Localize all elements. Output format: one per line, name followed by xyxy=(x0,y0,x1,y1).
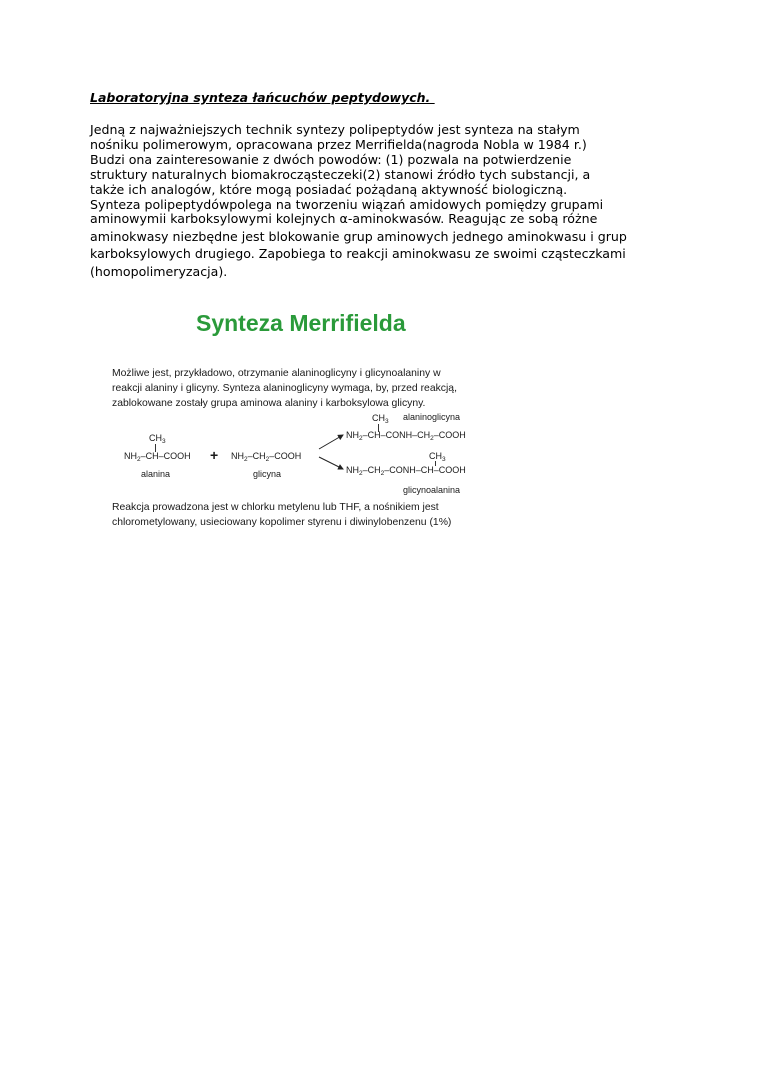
alanine-formula: $NH_2-CH$–COOH xyxy=(124,451,191,463)
paragraph-line: struktury naturalnych biomakrocząsteczeki(2) stanowi źródło tych substancji, a xyxy=(90,167,591,182)
reaction-arrows xyxy=(317,425,347,475)
paragraph-line: (homopolimeryzacja). xyxy=(90,263,228,279)
paragraph-line: nośniku polimerowym, opracowana przez Merrifielda(nagroda Nobla w 1984 r.) xyxy=(90,137,587,152)
figure-intro xyxy=(112,366,492,411)
figure-footer-line: Reakcja prowadzona jest w chlorku metylenu lub THF, a nośnikiem jest xyxy=(112,502,439,513)
product2-name: glicynoalanina xyxy=(403,485,461,495)
product1-name: alaninoglicyna xyxy=(403,412,461,422)
paragraph-part-2 xyxy=(90,210,670,280)
document-title: Laboratoryjna synteza łańcuchów peptydowych. xyxy=(90,90,435,105)
paragraph-line: aminokwasy niezbędne jest blokowanie grup aminowych jednego aminokwasu i grup xyxy=(90,228,627,244)
figure-title: Synteza Merrifielda xyxy=(196,310,406,336)
figure-intro-line: zablokowane zostały grupa aminowa alaniny i karboksylowa glicyny. xyxy=(112,398,426,409)
figure-intro-line: reakcji alaniny i glicyny. Synteza alaninoglicyny wymaga, by, przed reakcją, xyxy=(112,383,457,394)
product1-formula: $NH_2-CH-CONH-CH_2$–COOH xyxy=(346,430,466,442)
paragraph-part-1 xyxy=(90,122,670,212)
arrow-to-alaninoglycine xyxy=(319,435,343,449)
glycine-formula: $NH_2-CH_2$–COOH xyxy=(231,451,302,463)
paragraph-line: także ich analogów, które mogą posiadać pożądaną aktywność biologiczną. xyxy=(90,182,568,197)
paragraph-line: Synteza polipeptydówpolega na tworzeniu wiązań amidowych pomiędzy grupami xyxy=(90,197,604,212)
product1-methyl-group: $CH_3$ xyxy=(372,413,389,425)
paragraph-line: aminowymii karboksylowymi kolejnych α-aminokwasów. Reagując ze sobą różne xyxy=(90,211,598,226)
figure-footer-line: chlorometylowany, usieciowany kopolimer styrenu i diwinylobenzenu (1%) xyxy=(112,517,452,528)
paragraph-line: Budzi ona zainteresowanie z dwóch powodów: (1) pozwala na potwierdzenie xyxy=(90,152,572,167)
product2-methyl-group: $CH_3$ xyxy=(429,451,446,463)
paragraph-line: karboksylowych drugiego. Zapobiega to reakcji aminokwasu ze swoimi cząsteczkami xyxy=(90,246,626,261)
paragraph-line: Jedną z najważniejszych technik syntezy polipeptydów jest synteza na stałym xyxy=(90,122,580,137)
alanine-name: alanina xyxy=(141,469,171,479)
figure-footer xyxy=(112,500,451,530)
merrifield-figure xyxy=(112,305,502,535)
product2-formula: $NH_2-CH_2-CONH-CH$–COOH xyxy=(346,465,466,477)
arrow-to-glycinoalanine xyxy=(319,457,343,469)
alanine-methyl-group: $CH_3$ xyxy=(149,433,166,445)
figure-intro-line: Możliwe jest, przykładowo, otrzymanie alaninoglicyny i glicynoalaniny w xyxy=(112,368,441,379)
glycine-name: glicyna xyxy=(253,469,282,479)
plus-sign: + xyxy=(210,447,219,463)
